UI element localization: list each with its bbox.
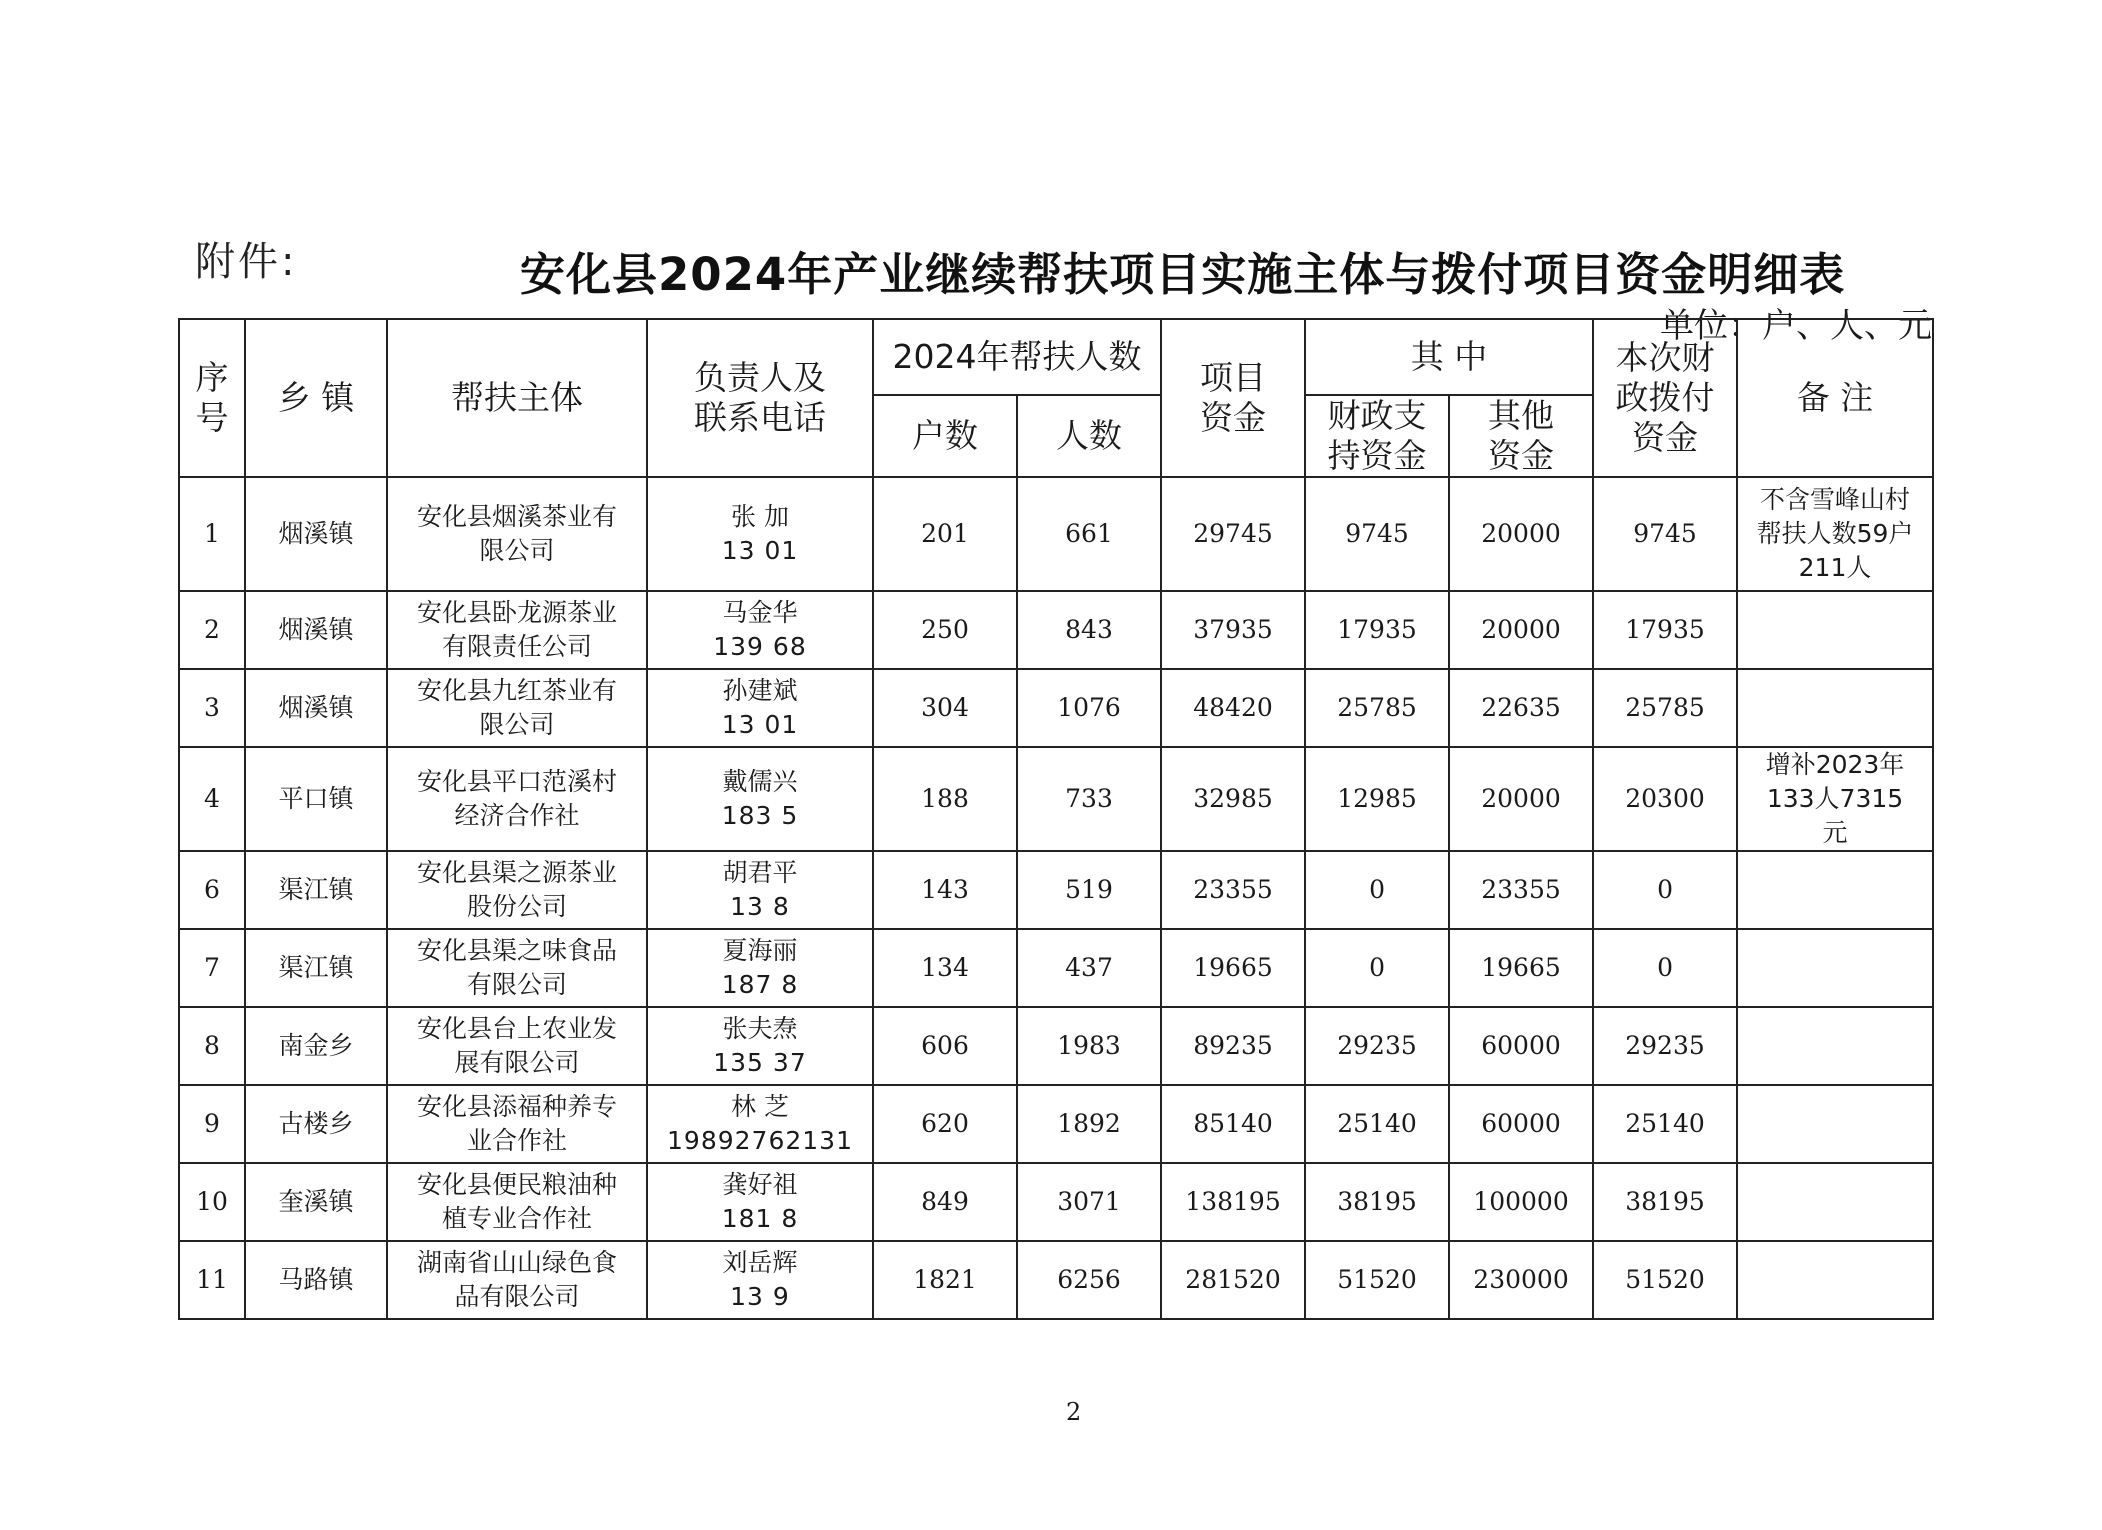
- cell-persons: 437: [1017, 929, 1161, 1007]
- unit-label: 单位：户、人、元: [1660, 306, 1932, 346]
- cell-households: 250: [873, 591, 1017, 669]
- contact-phone: 13 9: [730, 1282, 790, 1311]
- cell-persons: 733: [1017, 747, 1161, 851]
- contact-phone: 181 8: [721, 1204, 799, 1233]
- cell-other: 19665: [1449, 929, 1593, 1007]
- cell-fiscal: 0: [1305, 929, 1449, 1007]
- cell-allocated: 9745: [1593, 477, 1737, 591]
- cell-fiscal: 9745: [1305, 477, 1449, 591]
- attachment-label: 附件:: [195, 239, 298, 285]
- cell-other: 20000: [1449, 477, 1593, 591]
- cell-entity: 安化县九红茶业有限公司: [387, 669, 647, 747]
- cell-households: 1821: [873, 1241, 1017, 1319]
- cell-allocated: 38195: [1593, 1163, 1737, 1241]
- cell-town: 烟溪镇: [245, 669, 387, 747]
- cell-town: 古楼乡: [245, 1085, 387, 1163]
- cell-project-funds: 281520: [1161, 1241, 1305, 1319]
- cell-remark: 不含雪峰山村帮扶人数59户211人: [1737, 477, 1933, 591]
- cell-remark: [1737, 1241, 1933, 1319]
- contact-phone: 13 8: [730, 892, 790, 921]
- cell-other: 20000: [1449, 591, 1593, 669]
- header-entity: 帮扶主体: [387, 319, 647, 477]
- cell-entity: 安化县卧龙源茶业有限责任公司: [387, 591, 647, 669]
- cell-entity: 湖南省山山绿色食品有限公司: [387, 1241, 647, 1319]
- cell-seq: 9: [179, 1085, 245, 1163]
- cell-households: 143: [873, 851, 1017, 929]
- contact-person: 张夫焘: [722, 1014, 798, 1043]
- cell-other: 230000: [1449, 1241, 1593, 1319]
- contact-person: 马金华: [722, 598, 798, 627]
- cell-other: 60000: [1449, 1007, 1593, 1085]
- cell-project-funds: 29745: [1161, 477, 1305, 591]
- document-title: 安化县2024年产业继续帮扶项目实施主体与拨付项目资金明细表: [520, 248, 1846, 301]
- cell-persons: 1076: [1017, 669, 1161, 747]
- cell-households: 134: [873, 929, 1017, 1007]
- cell-entity: 安化县渠之源茶业股份公司: [387, 851, 647, 929]
- cell-remark: [1737, 1163, 1933, 1241]
- table-row: [179, 851, 1933, 929]
- cell-project-funds: 138195: [1161, 1163, 1305, 1241]
- cell-other: 20000: [1449, 747, 1593, 851]
- header-project-funds: 项目资金: [1161, 319, 1305, 477]
- contact-person: 张 加: [731, 502, 789, 531]
- cell-project-funds: 48420: [1161, 669, 1305, 747]
- table-row: [179, 477, 1933, 591]
- cell-persons: 6256: [1017, 1241, 1161, 1319]
- cell-allocated: 29235: [1593, 1007, 1737, 1085]
- cell-other: 23355: [1449, 851, 1593, 929]
- contact-phone: 183 5: [721, 801, 799, 830]
- cell-persons: 3071: [1017, 1163, 1161, 1241]
- cell-fiscal: 38195: [1305, 1163, 1449, 1241]
- header-households: 户数: [873, 395, 1017, 477]
- cell-persons: 843: [1017, 591, 1161, 669]
- cell-entity: 安化县平口范溪村经济合作社: [387, 747, 647, 851]
- cell-contact: [647, 1085, 873, 1163]
- header-other-funds: 其他资金: [1449, 395, 1593, 477]
- table-row: [179, 669, 1933, 747]
- cell-contact: [647, 1241, 873, 1319]
- cell-entity: 安化县烟溪茶业有限公司: [387, 477, 647, 591]
- header-help-2024: 2024年帮扶人数: [873, 319, 1161, 395]
- cell-allocated: 25140: [1593, 1085, 1737, 1163]
- cell-fiscal: 29235: [1305, 1007, 1449, 1085]
- contact-person: 孙建斌: [722, 676, 798, 705]
- cell-contact: [647, 747, 873, 851]
- cell-persons: 1892: [1017, 1085, 1161, 1163]
- cell-project-funds: 89235: [1161, 1007, 1305, 1085]
- cell-other: 60000: [1449, 1085, 1593, 1163]
- cell-remark: [1737, 929, 1933, 1007]
- cell-remark: [1737, 591, 1933, 669]
- cell-allocated: 0: [1593, 929, 1737, 1007]
- cell-seq: 7: [179, 929, 245, 1007]
- header-town: 乡 镇: [245, 319, 387, 477]
- cell-remark: [1737, 851, 1933, 929]
- cell-seq: 2: [179, 591, 245, 669]
- cell-households: 201: [873, 477, 1017, 591]
- cell-remark: [1737, 669, 1933, 747]
- cell-town: 马路镇: [245, 1241, 387, 1319]
- cell-contact: [647, 477, 873, 591]
- cell-town: 渠江镇: [245, 929, 387, 1007]
- cell-fiscal: 12985: [1305, 747, 1449, 851]
- contact-person: 戴儒兴: [722, 767, 798, 796]
- header-contact: 负责人及联系电话: [647, 319, 873, 477]
- cell-contact: [647, 851, 873, 929]
- table-row: [179, 1241, 1933, 1319]
- cell-entity: 安化县添福种养专业合作社: [387, 1085, 647, 1163]
- contact-phone: 13 01: [721, 536, 799, 565]
- cell-persons: 519: [1017, 851, 1161, 929]
- cell-allocated: 51520: [1593, 1241, 1737, 1319]
- cell-allocated: 25785: [1593, 669, 1737, 747]
- header-seq: 序号: [179, 319, 245, 477]
- cell-other: 100000: [1449, 1163, 1593, 1241]
- header-row-1: [179, 319, 1933, 395]
- table-body: [179, 477, 1933, 1319]
- table-row: [179, 1163, 1933, 1241]
- contact-person: 林 芝: [731, 1092, 789, 1121]
- cell-persons: 661: [1017, 477, 1161, 591]
- table-row: [179, 747, 1933, 851]
- cell-town: 平口镇: [245, 747, 387, 851]
- header-among: 其 中: [1305, 319, 1593, 395]
- contact-phone: 139 68: [713, 632, 807, 661]
- cell-seq: 8: [179, 1007, 245, 1085]
- cell-fiscal: 25140: [1305, 1085, 1449, 1163]
- page-number: 2: [1066, 1398, 1082, 1426]
- cell-entity: 安化县便民粮油种植专业合作社: [387, 1163, 647, 1241]
- cell-fiscal: 17935: [1305, 591, 1449, 669]
- contact-person: 夏海丽: [722, 936, 798, 965]
- cell-households: 304: [873, 669, 1017, 747]
- cell-seq: 6: [179, 851, 245, 929]
- cell-fiscal: 51520: [1305, 1241, 1449, 1319]
- cell-allocated: 0: [1593, 851, 1737, 929]
- cell-fiscal: 25785: [1305, 669, 1449, 747]
- cell-seq: 4: [179, 747, 245, 851]
- contact-person: 刘岳辉: [722, 1248, 798, 1277]
- cell-seq: 3: [179, 669, 245, 747]
- cell-town: 烟溪镇: [245, 591, 387, 669]
- cell-contact: [647, 929, 873, 1007]
- cell-contact: [647, 1007, 873, 1085]
- table-row: [179, 591, 1933, 669]
- funding-table: [178, 318, 1934, 1320]
- contact-person: 龚好祖: [722, 1170, 798, 1199]
- cell-allocated: 17935: [1593, 591, 1737, 669]
- table-row: [179, 1085, 1933, 1163]
- cell-households: 620: [873, 1085, 1017, 1163]
- cell-seq: 10: [179, 1163, 245, 1241]
- cell-persons: 1983: [1017, 1007, 1161, 1085]
- contact-person: 胡君平: [722, 858, 798, 887]
- contact-phone: 13 01: [721, 710, 799, 739]
- cell-contact: [647, 1163, 873, 1241]
- cell-households: 849: [873, 1163, 1017, 1241]
- cell-households: 606: [873, 1007, 1017, 1085]
- header-allocated: 本次财政拨付资金: [1593, 319, 1737, 477]
- cell-households: 188: [873, 747, 1017, 851]
- cell-remark: [1737, 1007, 1933, 1085]
- cell-project-funds: 32985: [1161, 747, 1305, 851]
- header-remarks: 备 注: [1737, 319, 1933, 477]
- table-row: [179, 1007, 1933, 1085]
- contact-phone: 187 8: [721, 970, 799, 999]
- header-persons: 人数: [1017, 395, 1161, 477]
- cell-project-funds: 19665: [1161, 929, 1305, 1007]
- cell-seq: 11: [179, 1241, 245, 1319]
- cell-fiscal: 0: [1305, 851, 1449, 929]
- cell-town: 烟溪镇: [245, 477, 387, 591]
- cell-town: 奎溪镇: [245, 1163, 387, 1241]
- cell-remark: 增补2023年133人7315元: [1737, 747, 1933, 851]
- cell-town: 南金乡: [245, 1007, 387, 1085]
- contact-phone: 19892762131: [667, 1126, 853, 1155]
- cell-seq: 1: [179, 477, 245, 591]
- cell-project-funds: 23355: [1161, 851, 1305, 929]
- cell-contact: [647, 669, 873, 747]
- cell-contact: [647, 591, 873, 669]
- header-fiscal-support: 财政支持资金: [1305, 395, 1449, 477]
- table-row: [179, 929, 1933, 1007]
- cell-entity: 安化县台上农业发展有限公司: [387, 1007, 647, 1085]
- cell-project-funds: 85140: [1161, 1085, 1305, 1163]
- cell-entity: 安化县渠之味食品有限公司: [387, 929, 647, 1007]
- contact-phone: 135 37: [713, 1048, 807, 1077]
- cell-remark: [1737, 1085, 1933, 1163]
- cell-town: 渠江镇: [245, 851, 387, 929]
- cell-project-funds: 37935: [1161, 591, 1305, 669]
- cell-allocated: 20300: [1593, 747, 1737, 851]
- cell-other: 22635: [1449, 669, 1593, 747]
